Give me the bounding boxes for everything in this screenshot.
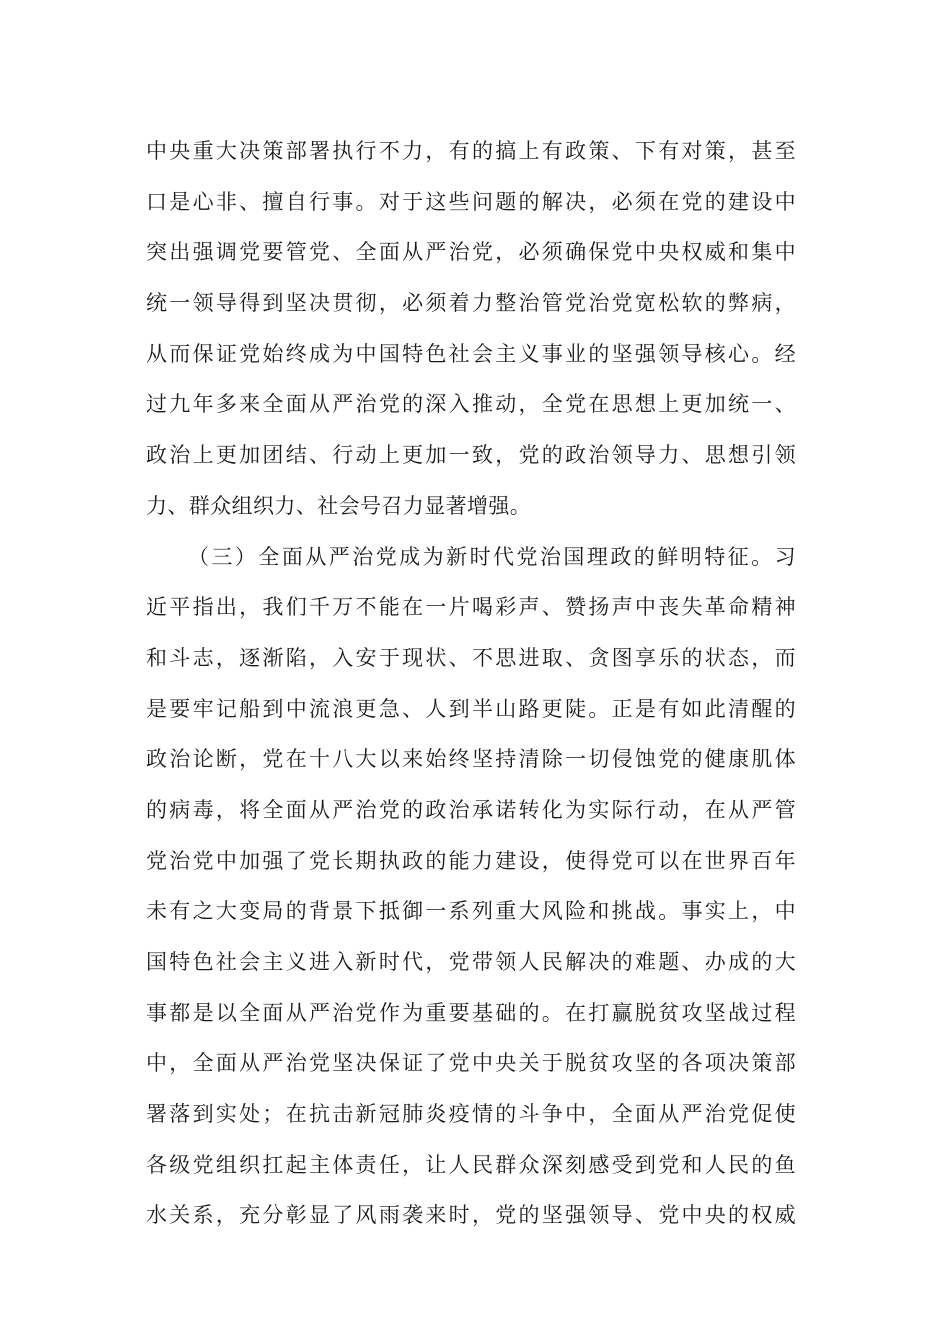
text-line: 突出强调党要管党、全面从严治党，必须确保党中央权威和集中 [146, 240, 796, 265]
text-line: 力、群众组织力、社会号召力显著增强。 [146, 493, 532, 518]
text-line: 是要牢记船到中流浪更急、人到半山路更陡。正是有如此清醒的 [146, 696, 796, 721]
text-line: 的病毒，将全面从严治党的政治承诺转化为实际行动，在从严管 [146, 797, 796, 822]
text-line: 过九年多来全面从严治党的深入推动，全党在思想上更加统一、 [146, 392, 796, 417]
text-line: 从而保证党始终成为中国特色社会主义事业的坚强领导核心。经 [146, 341, 796, 366]
text-line: 中，全面从严治党坚决保证了党中央关于脱贫攻坚的各项决策部 [146, 1051, 796, 1076]
text-line: 国特色社会主义进入新时代，党带领人民解决的难题、办成的大 [146, 950, 796, 974]
text-line: 事都是以全面从严治党作为重要基础的。在打赢脱贫攻坚战过程 [146, 1000, 796, 1025]
text-line: 水关系，充分彰显了风雨袭来时，党的坚强领导、党中央的权威 [146, 1203, 796, 1228]
text-line: 政治上更加团结、行动上更加一致，党的政治领导力、思想引领 [146, 443, 796, 468]
text-line: 署落到实处；在抗击新冠肺炎疫情的斗争中，全面从严治党促使 [146, 1102, 796, 1127]
text-line: 近平指出，我们千万不能在一片喝彩声、赞扬声中丧失革命精神 [146, 595, 796, 620]
text-line: 口是心非、擅自行事。对于这些问题的解决，必须在党的建设中 [146, 189, 796, 214]
text-line: 党治党中加强了党长期执政的能力建设，使得党可以在世界百年 [146, 848, 796, 873]
text-line: 各级党组织扛起主体责任，让人民群众深刻感受到党和人民的鱼 [146, 1152, 796, 1177]
text-line: 和斗志，逐渐陷，入安于现状、不思进取、贪图享乐的状态，而 [146, 645, 796, 670]
text-line: 未有之大变局的背景下抵御一系列重大风险和挑战。事实上，中 [146, 899, 796, 924]
text-line: 中央重大决策部署执行不力，有的搞上有政策、下有对策，甚至 [146, 139, 796, 163]
text-line: 政治论断，党在十八大以来始终坚持清除一切侵蚀党的健康肌体 [146, 747, 796, 772]
section-heading-line: （三）全面从严治党成为新时代党治国理政的鲜明特征。习 [188, 544, 796, 569]
text-line: 统一领导得到坚决贯彻，必须着力整治管党治党宽松软的弊病， [146, 291, 796, 316]
document-body [146, 126, 796, 1241]
